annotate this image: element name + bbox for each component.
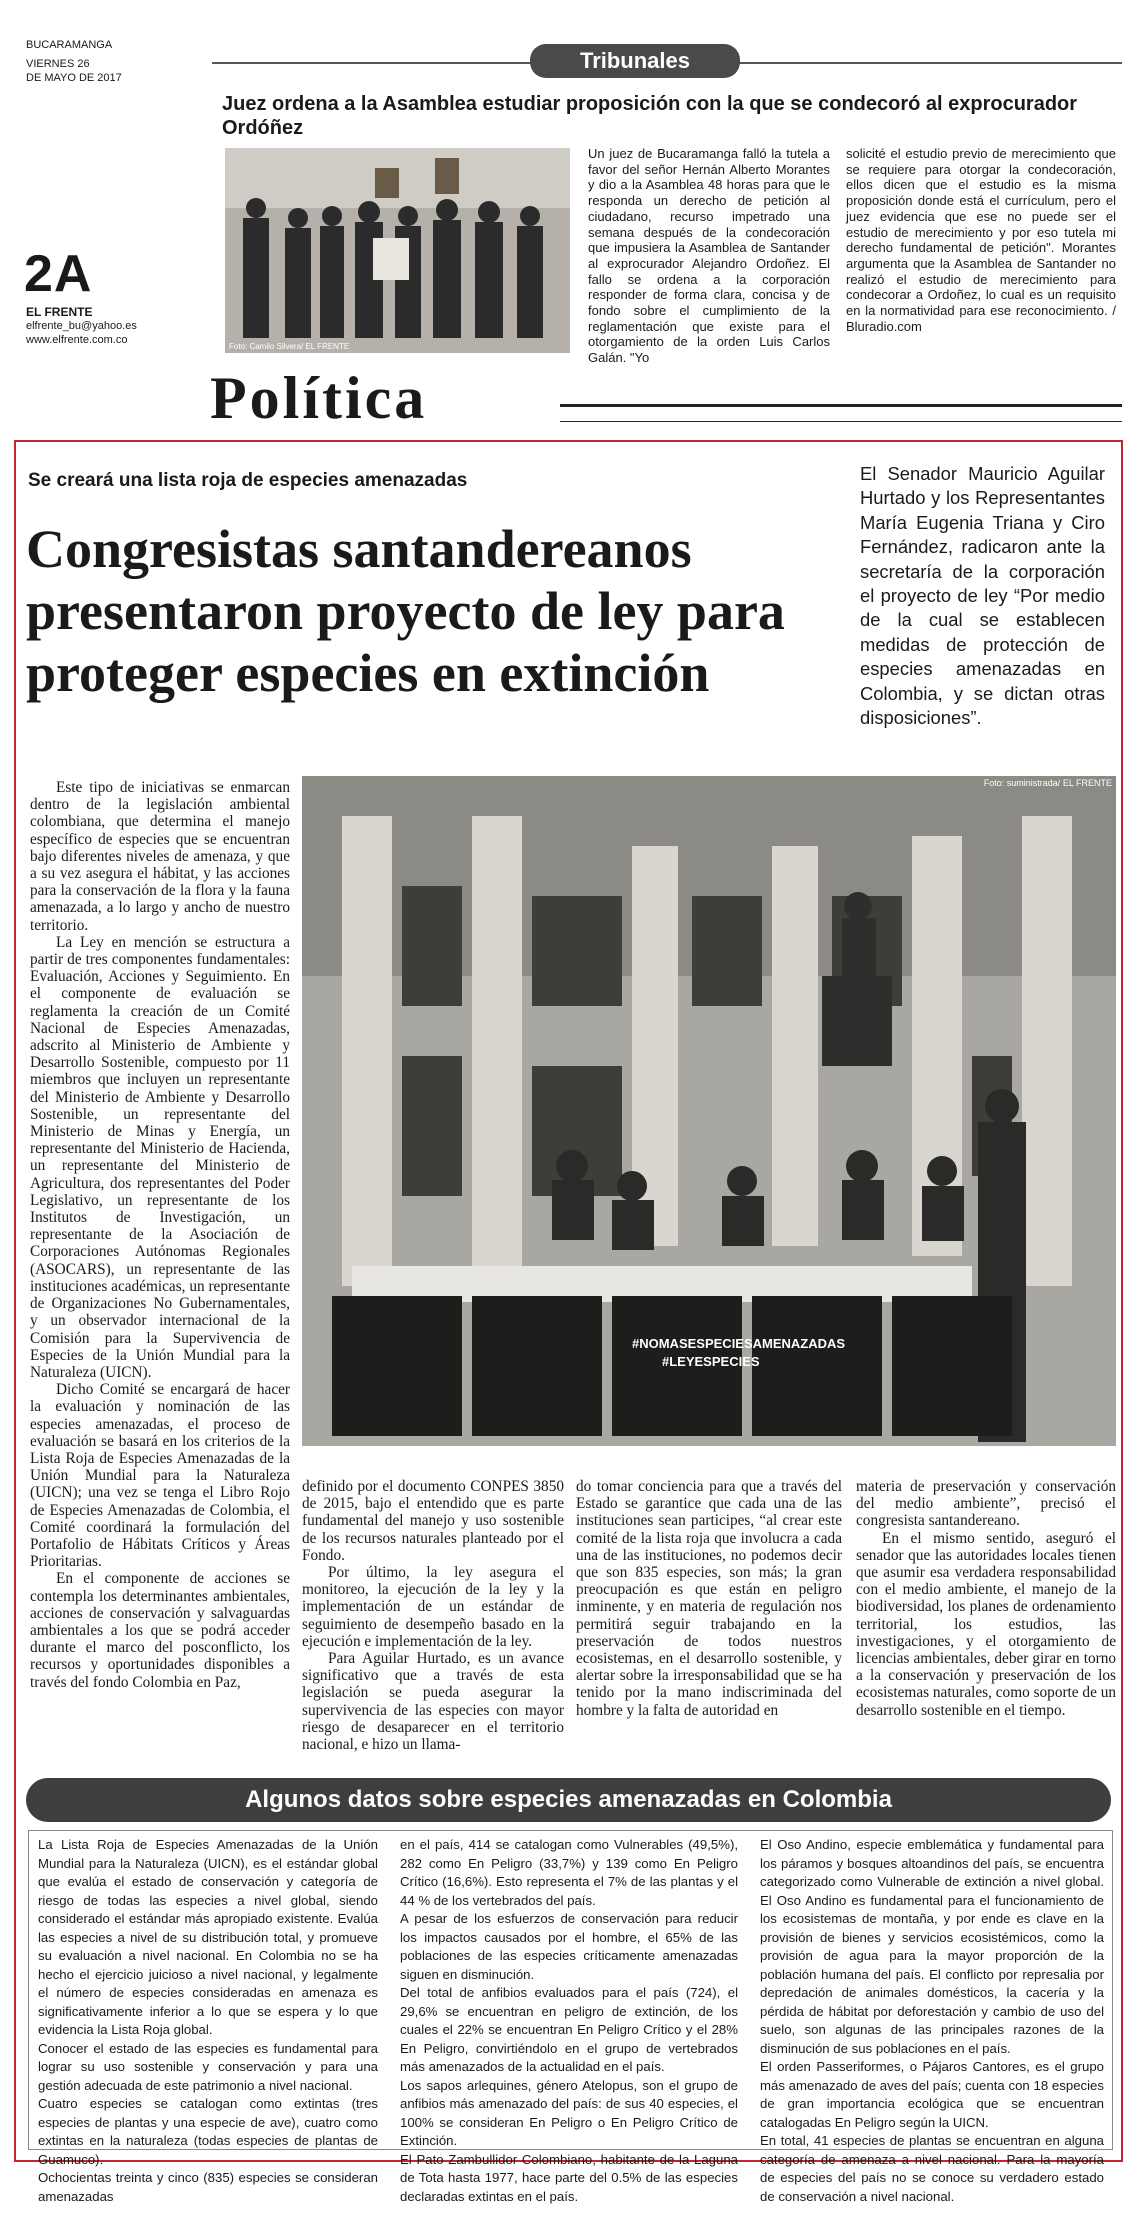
article-column-1 <box>30 779 290 1691</box>
masthead-contact <box>26 305 186 347</box>
databox-item: Conocer el estado de las especies es fundamental para lograr su uso sostenible y conservación y para una gestión adecuada de este patrimonio a nivel nacional. <box>38 2040 378 2093</box>
databox-item: en el país, 414 se catalogan como Vulnerables (49,5%), 282 como En Peligro (33,7%) y 139 como En Peligro Crítico (16,6%). Esto representa el 7% de las plantas y el 44 % de los vertebrados del país. <box>400 1837 738 1908</box>
banner-slogan: #NOMASESPECIESAMENAZADAS <box>632 1336 846 1351</box>
tribunales-col2: solicité el estudio previo de merecimiento que se requiere para otorgar la condecoración, ellos dicen que el estudio es la misma proposición donde está el currículum, pero el juez evidencia que ese no puede ser el estudio de merecimiento y por eso tutela mi derecho fundamental de petición". Morantes argumenta que la Asamblea de Santander no realizó el estudio de merecimiento para condecorar a Ordoñez, lo cual es un requisito en la normatividad para ese reconocimiento. / Bluradio.com <box>846 146 1116 334</box>
article-column-4 <box>856 1478 1116 1719</box>
databox-title: Algunos datos sobre especies amenazadas en Colombia <box>26 1778 1111 1822</box>
col2-paragraph: Para Aguilar Hurtado, es un avance significativo que a través de esta legislación se pueda asegurar la supervivencia de las especies con mayor riesgo de desaparecer en el territorio nacional, e hizo un llama- <box>302 1650 564 1754</box>
col1-paragraph: Este tipo de iniciativas se enmarcan dentro de la legislación ambiental colombiana, que determina el manejo específico de especies que se encuentran bajo diferentes niveles de amenaza, y que a su vez asegura el hábitat, y las acciones para la conservación de la flora y la fauna amenazada, a lo largo y ancho de nuestro territorio. <box>30 779 290 934</box>
masthead-date-2: DE MAYO DE 2017 <box>26 72 122 84</box>
headline-line-3: proteger especies en extinción <box>26 643 710 703</box>
databox-item: La Lista Roja de Especies Amenazadas de la Unión Mundial para la Naturaleza (UICN), es el estándar global que evalúa el estado de conservación y categoría de riesgo de todas las especies a nivel global, siendo considerado el estándar más apropiado existente. Evalúa las especies a nivel de su distribución total, y promueve su evaluación a nivel nacional. En Colombia no se ha hecho el ejercicio juicioso a nivel nacional, y legalmente el número de especies consideradas en amenaza es significativamente inferior a lo que se espera y lo que evidencia la Lista Roja global. <box>38 1837 378 2037</box>
group-photo-image <box>225 148 570 353</box>
col1-paragraph: La Ley en mención se estructura a partir de tres componentes fundamentales: Evaluación, Acciones y Seguimiento. En el componente de evaluación se reglamenta la creación de un Comité Nacional de Especies Amenazadas, adscrito al Ministerio de Ambiente y Desarrollo Sostenible, compuesto por 11 miembros que incluyen un representante del Ministerio de Ambiente y Desarrollo Sostenible, un representante del Ministerio de Minas y Energía, un representante del Ministerio de Hacienda, un representante del Ministerio de Agricultura, dos representantes del Poder Legislativo, un representante de los Institutos de Investigación, un representante de la Asociación de Corporaciones Autónomas Regionales (ASOCARS), un representante de las instituciones académicas, un representante de Organizaciones No Gubernamentales, y un observador internacional de la Comisión para la Supervivencia de Especies de la Unión Mundial para la Naturaleza (UICN). <box>30 933 290 1381</box>
databox-column-1 <box>38 1836 378 2206</box>
col4-paragraph: materia de preservación y conservación del medio ambiente”, precisó el congresista santandereano. <box>856 1478 1116 1530</box>
paper-name: EL FRENTE <box>26 305 93 319</box>
tribunales-col1: Un juez de Bucaramanga falló la tutela a favor del señor Hernán Alberto Morantes y dio a la Asamblea 48 horas para que le responda un derecho de petición al ciudadano, recurso impetrado una semana después de la condecoración que impusiera la Asamblea de Santander al exprocurador Alejandro Ordoñez. El fallo se ordena a la corporación responder de forma clara, concisa y de fondo sobre el cumplimiento de la reglamentación que existe para el otorgamiento de la orden Luis Carlos Galán. "Yo <box>588 146 830 366</box>
article-column-3 <box>576 1478 842 1719</box>
tribunales-photo-credit: Foto: Camilo Silvera/ EL FRENTE <box>229 342 350 351</box>
headline-line-2: presentaron proyecto de ley para <box>26 581 785 641</box>
databox-column-2 <box>400 1836 738 2206</box>
banner-slogan-2: #LEYESPECIES <box>662 1354 760 1369</box>
databox-item: A pesar de los esfuerzos de conservación para reducir los impactos causados por el hombre, el 65% de las poblaciones de las especies críticamente amenazadas siguen en disminución. <box>400 1911 738 1982</box>
article-photo-credit: Foto: suministrada/ EL FRENTE <box>983 778 1112 788</box>
tribunales-headline: Juez ordena a la Asamblea estudiar proposición con la que se condecoró al exprocurador Ordóñez <box>222 93 1078 139</box>
col1-paragraph: En el componente de acciones se contempla los determinantes ambientales, acciones de conservación y salvaguardas ambientales a los que se podrá acceder durante el marco del posconflicto, los recursos y oportunidades disponibles a través del fondo Colombia en Paz, <box>30 1570 290 1691</box>
article-headline <box>26 518 856 704</box>
col4-paragraph: En el mismo sentido, aseguró el senador que las autoridades locales tienen que asumir esa verdadera responsabilidad con el medio ambiente, el manejo de la biodiversidad, los planes de ordenamiento territorial, los estudios, las investigaciones, y el otorgamiento de licencias ambientales, deber girar en torno a la conservación y preservación de los ecosistemas naturales, como soporte de un desarrollo sostenible en el tiempo. <box>856 1529 1116 1719</box>
article-column-2 <box>302 1478 564 1753</box>
databox-item: El Pato Zambullidor Colombiano, habitante de la Laguna de Tota hasta 1977, hace parte del 0.5% de las especies declaradas extintas en el país. <box>400 2151 738 2204</box>
article-lead: El Senador Mauricio Aguilar Hurtado y los Representantes María Eugenia Triana y Ciro Fernández, radicaron ante la secretaría de la corporación el proyecto de ley “Por medio de la cual se establecen medidas de protección de especies amenazadas en Colombia, y se dictan otras disposiciones”. <box>860 463 1105 729</box>
databox-column-3 <box>760 1836 1104 2206</box>
headline-line-1: Congresistas santandereanos <box>26 519 692 579</box>
databox-item: Ochocientas treinta y cinco (835) especies se consideran amenazadas <box>38 2170 378 2204</box>
databox-item: En total, 41 especies de plantas se encuentran en alguna categoría de amenaza a nivel nacional. Para la mayoría de especies del país no se conoce su verdadero estado de conservación a nivel nacional. <box>760 2133 1104 2204</box>
masthead <box>26 38 196 85</box>
masthead-city: BUCARAMANGA <box>26 39 113 51</box>
article-kicker: Se creará una lista roja de especies amenazadas <box>28 470 468 491</box>
section-tag-tribunales: Tribunales <box>530 44 740 78</box>
databox-item: Del total de anfibios evaluados para el país (724), el 29,6% se encuentran en peligro de extinción, de los cuales el 22% se encuentran En Peligro Crítico y el 28% En Peligro, convirtiéndolo en el grupo de vertebrados más amenazados de la actualidad en el país. <box>400 1985 738 2074</box>
col2-paragraph: definido por el documento CONPES 3850 de 2015, bajo el entendido que es parte fundamental del manejo y uso sostenible de los recursos naturales planteado por el Fondo. <box>302 1478 564 1564</box>
article-photo <box>302 776 1116 1446</box>
section-title: Política <box>210 365 428 431</box>
databox-item: Cuatro especies se catalogan como extintas (tres especies de plantas y una especie de ave), cuatro como extintas en la naturaleza (todas especies de plantas de Guamuco). <box>38 2096 378 2167</box>
tribunales-photo <box>225 148 570 353</box>
masthead-date-1: VIERNES 26 <box>26 58 90 70</box>
col2-paragraph: Por último, la ley asegura el monitoreo, la ejecución de la ley y la implementación de un estándar de seguimiento de desempeño basado en la ejecución e implementación de la ley. <box>302 1564 564 1650</box>
col1-paragraph: Dicho Comité se encargará de hacer la evaluación y nominación de las especies amenazadas, el proceso de evaluación se basará en los criterios de la Lista Roja de Especies Amenazadas de la Unión Mundial para la Naturaleza (UICN); una vez se tenga el Libro Rojo de Especies Amenazadas de Colombia, el Comité coordinará la formulación del Portafolio de Hábitats Críticos y Áreas Prioritarias. <box>30 1381 290 1571</box>
col3-paragraph: do tomar conciencia para que a través del Estado se garantice que cada una de las instituciones sean participes, “al crear este comité de la lista roja que involucra a cada una de las instituciones, no podemos decir que son 835 especies, son más; la gran preocupación es que están en peligro inminente, y en materia de regulación nos permitirá seguir trabajando en la preservación de todos nuestros ecosistemas, en el desarrollo sostenible, y alertar sobre la irresponsabilidad que se ha tenido por la mano indiscriminada del hombre y la falta de autoridad en <box>576 1478 842 1719</box>
databox-item: El orden Passeriformes, o Pájaros Cantores, es el grupo más amenazado de aves del país; cuenta con 18 especies de gran importancia ecológica que se encuentran catalogadas En Peligro según la UICN. <box>760 2059 1104 2130</box>
paper-email: elfrente_bu@yahoo.es <box>26 320 137 332</box>
databox-item: Los sapos arlequines, género Atelopus, son el grupo de anfibios más amenazado del país: de sus 40 especies, el 100% se consideran En Peligro o En Peligro Crítico de Extinción. <box>400 2077 738 2148</box>
databox-item: El Oso Andino, especie emblemática y fundamental para los páramos y bosques altoandinos del país, se encuentra categorizado como Vulnerable de extinción a nivel global. El Oso Andino es fundamental para el funcionamiento de los ecosistemas de montaña, y por ende es clave en la provisión de bienes y servicios ecosistémicos, como la provisión de agua para la mayor proporción de la población humana del país. El conflicto por represalia por depredación de animales domésticos, la cacería y la pérdida de hábitat por deforestación y cambio de uso del suelo, son algunas de las principales razones de la disminución de sus poblaciones en el país. <box>760 1837 1104 2056</box>
title-rule <box>560 404 1122 422</box>
page-number: 2A <box>24 245 93 303</box>
paper-web: www.elfrente.com.co <box>26 334 128 346</box>
